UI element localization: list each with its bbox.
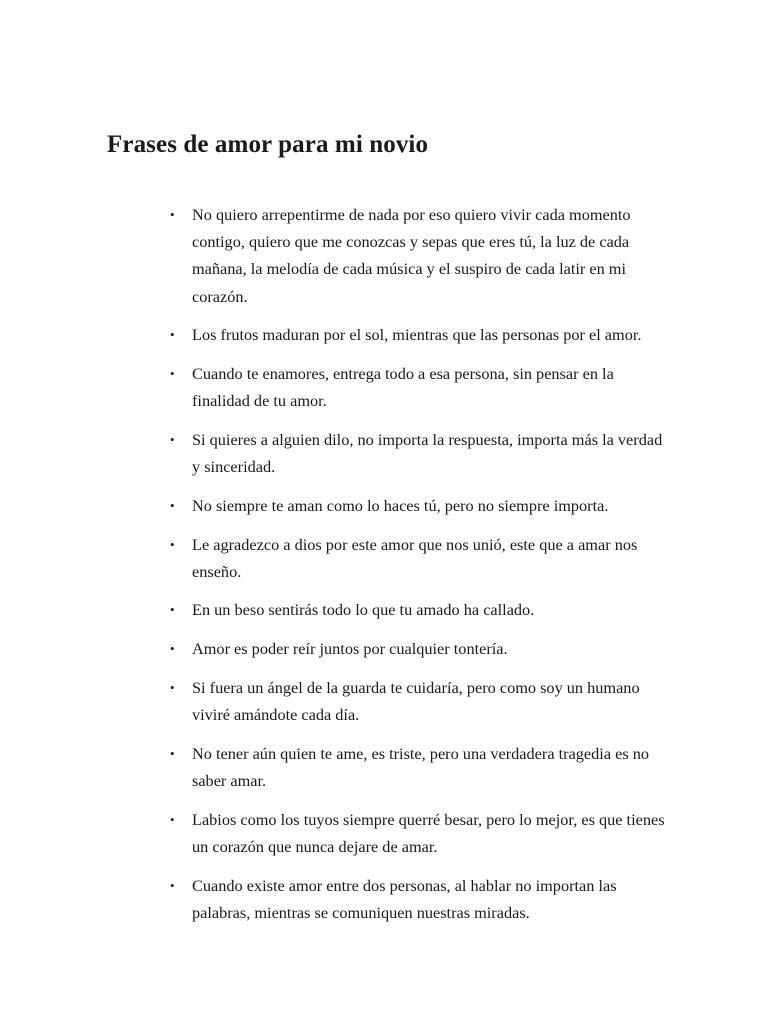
bullet-icon: • [170,207,175,222]
list-item [170,674,672,728]
phrase-text: Si fuera un ángel de la guarda te cuidaría, pero como soy un humano viviré amándote cada día. [192,677,640,725]
bullet-icon: • [170,497,175,513]
list-item [170,872,672,926]
phrase-text: Cuando te enamores, entrega todo a esa persona, sin pensar en la finalidad de tu amor. [192,364,614,411]
list-item [170,426,672,480]
list-item [170,492,672,519]
phrase-text: Amor es poder reír juntos por cualquier tontería. [192,639,508,659]
phrase-text: Los frutos maduran por el sol, mientras que las personas por el amor. [192,325,642,345]
list-item [170,635,672,662]
phrase-text: Cuando existe amor entre dos personas, al hablar no importan las palabras, mientras se comuniquen nuestras miradas. [192,875,617,922]
bullet-icon: • [170,877,175,893]
list-item [170,531,672,585]
list-item [170,321,672,348]
bullet-icon: • [170,327,175,343]
phrase-text: Si quieres a alguien dilo, no importa la respuesta, importa más la verdad y sinceridad. [192,429,663,477]
bullet-icon: • [170,366,175,382]
list-item [170,806,672,860]
list-item [170,596,672,623]
bullet-icon: • [170,679,175,695]
list-item [170,740,672,794]
phrase-text: No siempre te aman como lo haces tú, pero no siempre importa. [192,495,609,515]
phrase-text: En un beso sentirás todo lo que tu amado ha callado. [192,600,535,620]
bullet-icon: • [170,536,175,552]
phrase-list [170,201,672,937]
bullet-icon: • [170,431,175,447]
phrase-text: No quiero arrepentirme de nada por eso quiero vivir cada momento contigo, quiero que me conozcas y sepas que eres tú, la luz de cada mañana, la melodía de cada música y el suspiro de cada latir en mi corazón. [192,205,631,306]
list-item [170,201,672,310]
bullet-icon: • [170,602,175,618]
phrase-text: Labios como los tuyos siempre querré besar, pero lo mejor, es que tienes un corazón que nunca dejare de amar. [192,809,665,856]
bullet-icon: • [170,641,175,657]
phrase-text: Le agradezco a dios por este amor que nos unió, este que a amar nos enseño. [192,534,638,581]
phrase-text: No tener aún quien te ame, es triste, pero una verdadera tragedia es no saber amar. [192,743,650,790]
page-title: Frases de amor para mi novio [107,131,429,158]
list-item [170,360,672,414]
bullet-icon: • [170,745,175,761]
bullet-icon: • [170,811,175,827]
